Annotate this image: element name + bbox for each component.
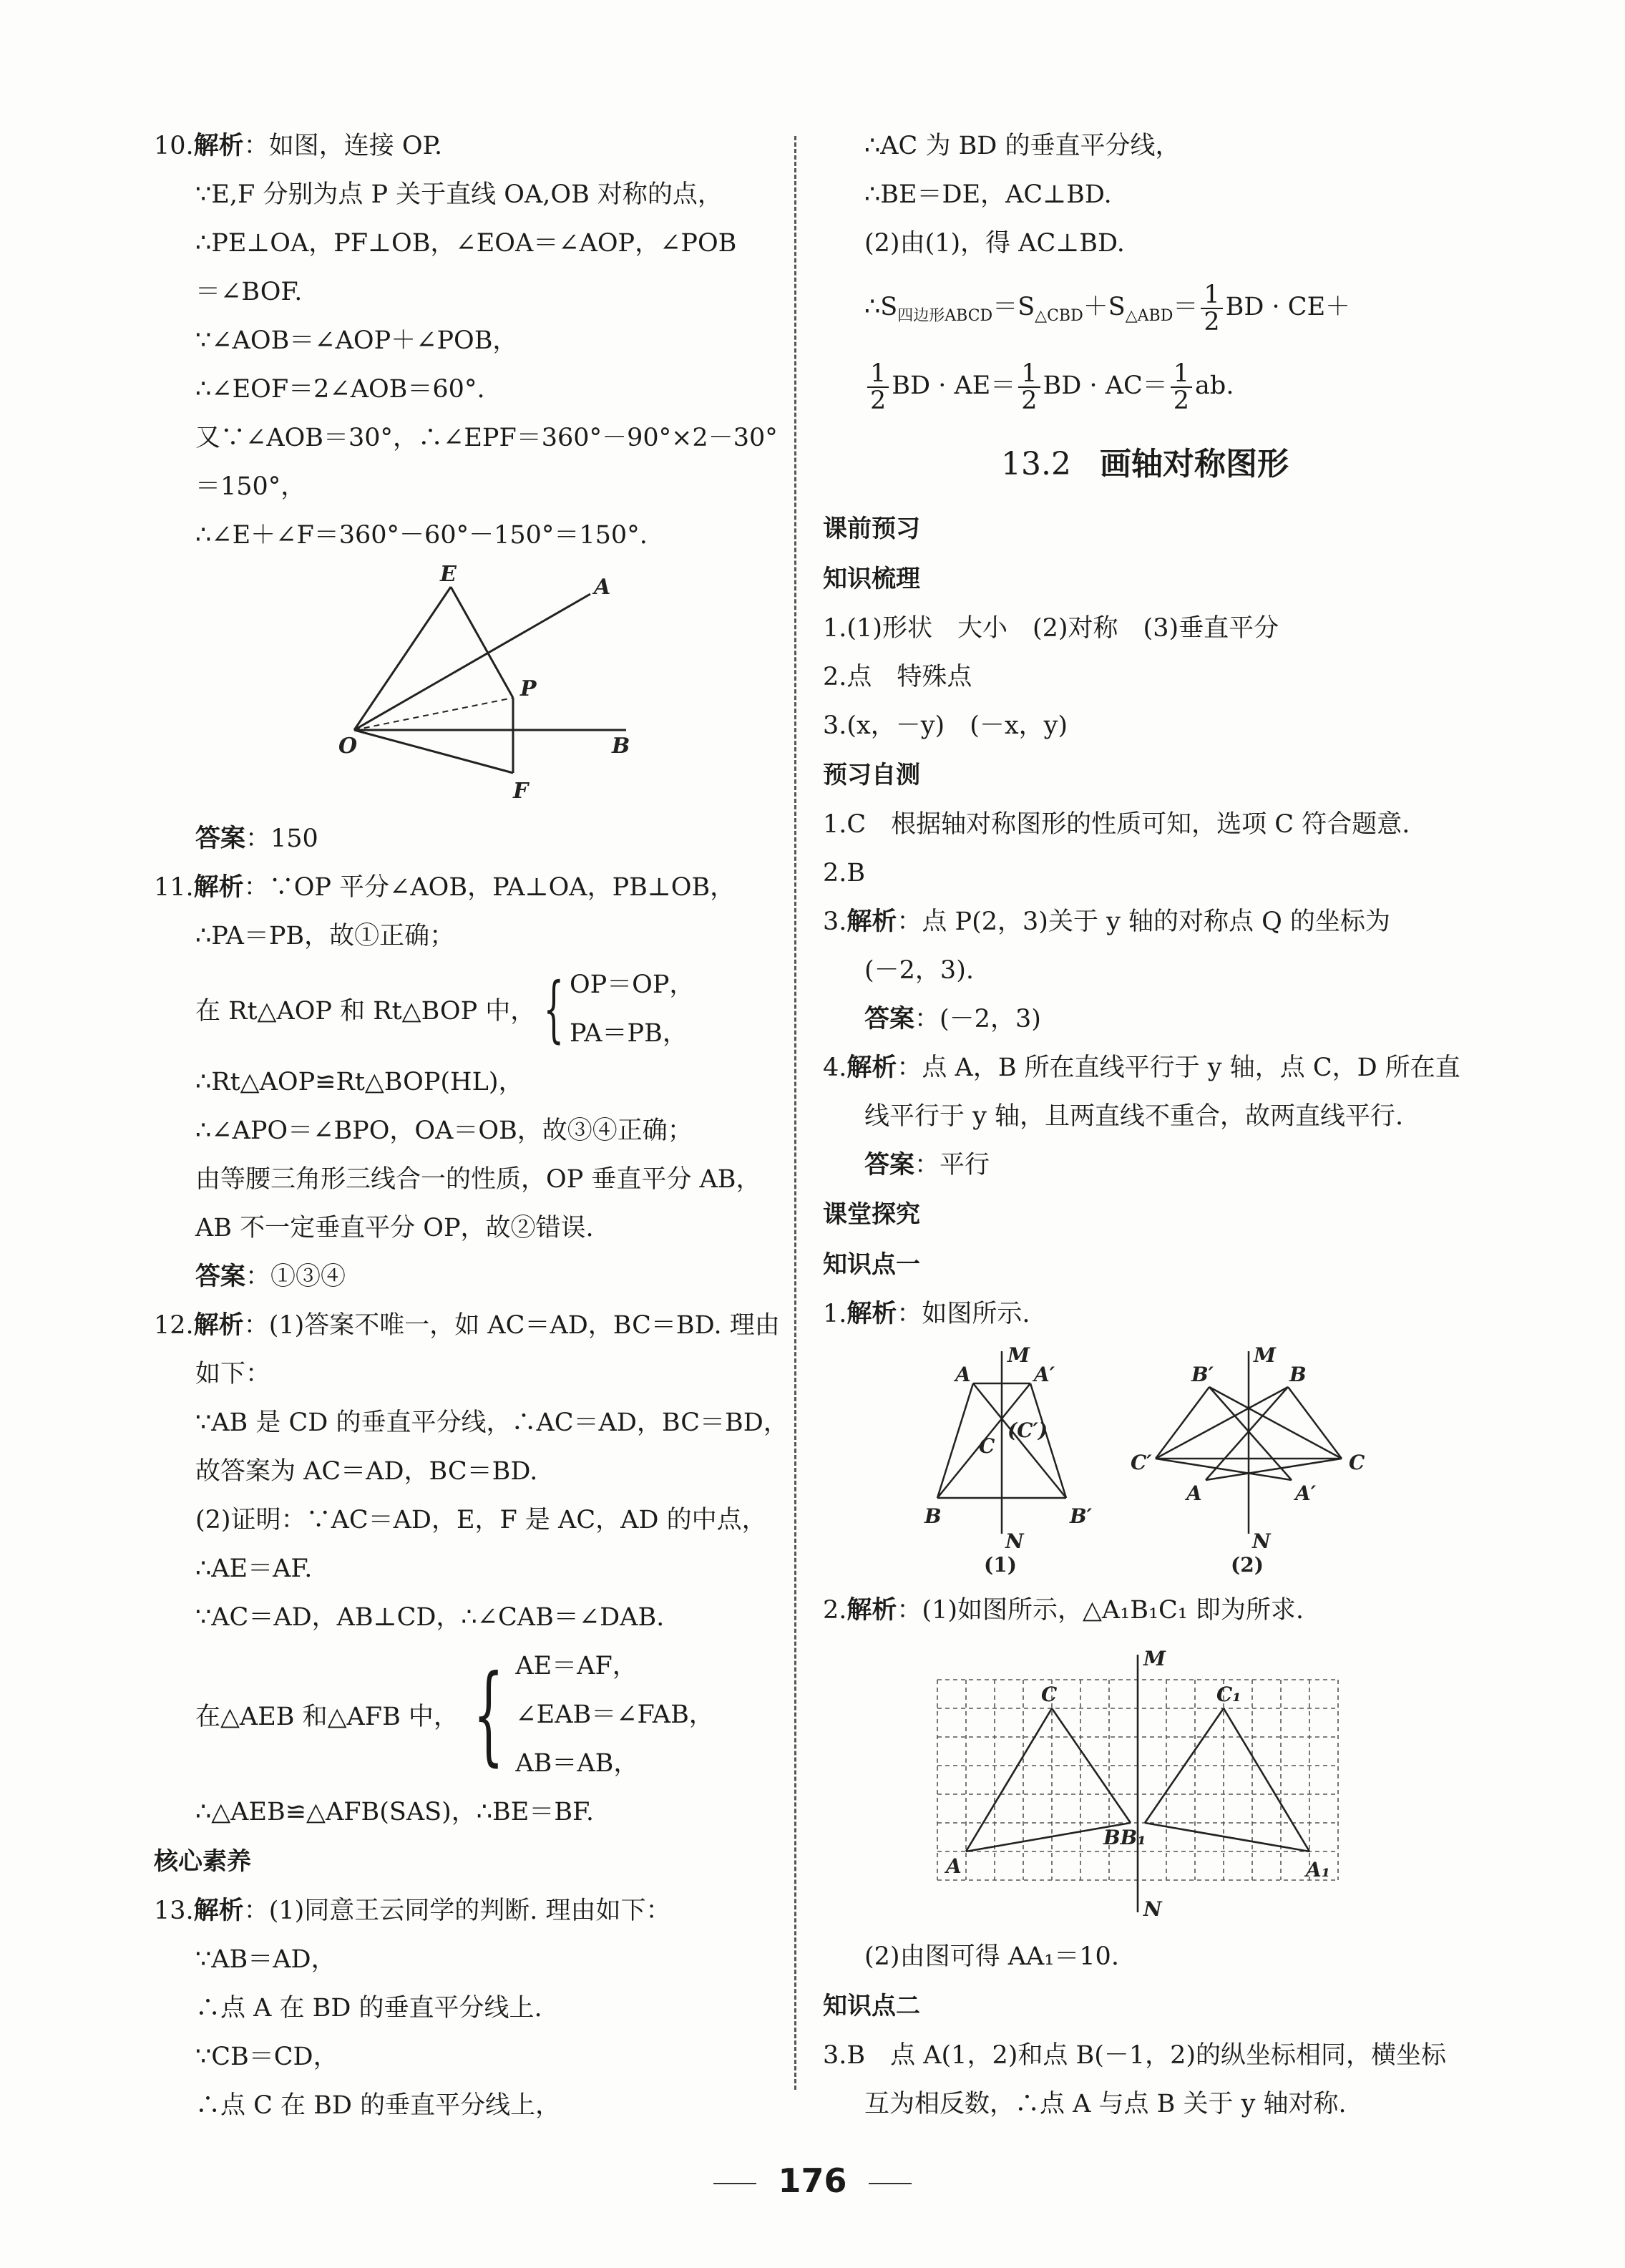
- label-f: F: [513, 779, 529, 804]
- fig1-label-n: N: [1005, 1529, 1024, 1553]
- q10-line-9: ∴∠E＋∠F＝360°－60°－150°＝150°.: [195, 521, 648, 550]
- q10-line-7: 又∵∠AOB＝30°，∴∠EPF＝360°－90°×2－30°: [195, 424, 778, 452]
- section-knowledge: 知识梳理: [823, 565, 920, 593]
- fig2-label-b: B: [1289, 1363, 1307, 1386]
- ray-oa: [354, 594, 590, 730]
- k-line-2: 2.点 特殊点: [823, 663, 972, 691]
- r-area-formula-1: $\therefore S_{四边形ABCD}=S_{\triangle CBD}+S_{\triangle ABD}=$ $\frac{1}{2}$ BD · CE＋: [864, 280, 1351, 336]
- q10-line-4: ＝∠BOF.: [195, 278, 303, 306]
- r-line-3: (2)由(1)，得 AC⊥BD.: [864, 229, 1125, 258]
- grid-label-n: N: [1143, 1897, 1162, 1921]
- fraction-half: $\frac{1}{2}$: [1201, 282, 1222, 335]
- grid-label-a: A: [946, 1854, 962, 1878]
- q11-line-5: ∴∠APO＝∠BPO，OA＝OB，故③④正确；: [195, 1116, 693, 1145]
- seg-ba: [1206, 1387, 1288, 1480]
- r-line-2: ∴BE＝DE，AC⊥BD.: [864, 180, 1112, 209]
- fig1-label-c-prime: (C′): [1007, 1418, 1048, 1442]
- e3-line-2: 互为相反数，∴点 A 与点 B 关于 y 轴对称.: [864, 2090, 1347, 2118]
- fig1-label-b: B: [924, 1504, 942, 1528]
- left-column: [154, 122, 789, 2130]
- fig1-label-a: A: [955, 1363, 971, 1386]
- q12-line-3: ∵AB 是 CD 的垂直平分线，∴AC＝AD，BC＝BD，: [195, 1408, 789, 1437]
- t4-answer: 答案：平行: [864, 1151, 990, 1179]
- brace-icon: {: [543, 967, 565, 1051]
- symmetry-figures: [887, 1344, 1402, 1580]
- t3-line-2: (－2，3).: [864, 956, 974, 985]
- q11-line-1: 11.解析：∵OP 平分∠AOB，PA⊥OA，PB⊥OB，: [154, 873, 736, 902]
- seg-b1a1: [1209, 1387, 1292, 1480]
- k-line-3: 3.(x，－y) (－x，y): [823, 711, 1068, 740]
- section-knowledge-point-1: 知识点一: [823, 1250, 920, 1279]
- q12-line-6: ∴AE＝AF.: [195, 1554, 313, 1583]
- grid-label-a1: A₁: [1306, 1858, 1330, 1882]
- t-line-1: 1.C 根据轴对称图形的性质可知，选项 C 符合题意.: [823, 810, 1410, 839]
- r-line-1: ∴AC 为 BD 的垂直平分线，: [864, 132, 1181, 160]
- seg-ab: [937, 1383, 973, 1498]
- seg-b1c: [1209, 1387, 1342, 1459]
- q13-line-5: ∴点 C 在 BD 的垂直平分线上，: [195, 2091, 561, 2120]
- t3-answer: 答案：(－2，3): [864, 1005, 1041, 1033]
- fraction-half: $\frac{1}{2}$: [867, 361, 889, 414]
- grid-label-c: C: [1041, 1683, 1058, 1706]
- section-preview: 课前预习: [823, 515, 920, 543]
- label-p: P: [520, 676, 537, 701]
- grid-shapes: [966, 1655, 1309, 1912]
- fig1-label-c: C: [979, 1434, 995, 1458]
- section-title: 13.2 画轴对称图形: [1001, 446, 1289, 482]
- q13-line-2: ∵AB＝AD，: [195, 1945, 336, 1974]
- q10-line-5: ∵∠AOB＝∠AOP＋∠POB，: [195, 326, 518, 355]
- fig2-label-c-prime: C′: [1131, 1451, 1152, 1474]
- e2-line-1: 2.解析：(1)如图所示，△A₁B₁C₁ 即为所求.: [823, 1596, 1304, 1625]
- grid-label-bb1: BB₁: [1103, 1826, 1146, 1849]
- q12-line-7: ∵AC＝AD，AB⊥CD，∴∠CAB＝∠DAB.: [195, 1603, 665, 1632]
- q11-line-4: ∴Rt△AOP≌Rt△BOP(HL)，: [195, 1068, 524, 1096]
- k-line-1: 1.(1)形状 大小 (2)对称 (3)垂直平分: [823, 614, 1279, 643]
- section-class-explore: 课堂探究: [823, 1200, 920, 1229]
- brace-icon: {: [473, 1653, 504, 1777]
- q13-line-1: 13.解析：(1)同意王云同学的判断. 理由如下：: [154, 1897, 671, 1925]
- seg-a1b1: [1145, 1823, 1309, 1851]
- figure-2: [1156, 1351, 1342, 1534]
- section-knowledge-point-2: 知识点二: [823, 1992, 920, 2020]
- fig1-label-b-prime: B′: [1070, 1504, 1093, 1528]
- q10-answer: 答案：150: [195, 824, 318, 853]
- q10-figure: [326, 565, 655, 809]
- fig1-label-m: M: [1007, 1344, 1030, 1367]
- q13-line-3: ∴点 A 在 BD 的垂直平分线上.: [195, 1994, 542, 2023]
- r-area-formula-2: $\frac{1}{2}$ BD · AE＝ $\frac{1}{2}$ BD · AC＝ $\frac{1}{2}$ ab.: [823, 346, 1467, 425]
- q12-line-1: 12.解析：(1)答案不唯一，如 AC＝AD，BC＝BD. 理由: [154, 1311, 780, 1340]
- grid-label-c1: C₁: [1216, 1683, 1241, 1706]
- e3-line-1: 3.B 点 A(1，2)和点 B(－1，2)的纵坐标相同，横坐标: [823, 2041, 1447, 2070]
- q10-line-6: ∴∠EOF＝2∠AOB＝60°.: [195, 375, 485, 404]
- section-self-test: 预习自测: [823, 761, 920, 789]
- q12-system: 在△AEB 和△AFB 中， { AE＝AF， ∠EAB＝∠FAB， AB＝AB，: [195, 1652, 714, 1778]
- fraction-half: $\frac{1}{2}$: [1018, 361, 1040, 414]
- label-a: A: [594, 575, 611, 600]
- seg-of: [354, 730, 513, 773]
- seg-ep: [451, 587, 513, 698]
- seg-oe: [354, 587, 451, 730]
- fig2-label-b-prime: B′: [1191, 1363, 1214, 1386]
- page-number: 176: [0, 2161, 1625, 2200]
- label-e: E: [440, 565, 457, 587]
- fig1-label-a-prime: A′: [1034, 1363, 1055, 1386]
- fig2-label-m: M: [1254, 1344, 1276, 1367]
- fig2-caption: (2): [1231, 1553, 1264, 1577]
- t3-line-1: 3.解析：点 P(2，3)关于 y 轴的对称点 Q 的坐标为: [823, 907, 1390, 936]
- right-column: [823, 122, 1467, 2128]
- fig2-label-a-prime: A′: [1295, 1481, 1317, 1505]
- q12-line-5: (2)证明：∵AC＝AD，E，F 是 AC，AD 的中点，: [195, 1506, 767, 1534]
- q12-line-9: ∴△AEB≌△AFB(SAS)，∴BE＝BF.: [195, 1798, 595, 1826]
- column-divider: [794, 136, 796, 2090]
- seg-b1c1: [1156, 1387, 1209, 1459]
- q11-line-7: AB 不一定垂直平分 OP，故②错误.: [195, 1214, 594, 1242]
- fraction-half: $\frac{1}{2}$: [1171, 361, 1192, 414]
- grid-label-m: M: [1143, 1647, 1166, 1670]
- seg-a1c1: [1224, 1708, 1309, 1851]
- fig2-label-a: A: [1186, 1481, 1202, 1505]
- t-line-2: 2.B: [823, 859, 866, 887]
- e2-line-2: (2)由图可得 AA₁＝10.: [864, 1942, 1119, 1971]
- seg-ac: [966, 1708, 1052, 1851]
- fig1-caption: (1): [984, 1553, 1017, 1577]
- fig2-label-n: N: [1252, 1529, 1271, 1553]
- q12-line-2: 如下：: [195, 1360, 271, 1388]
- grid-figure: [916, 1640, 1360, 1927]
- q10-line-3: ∴PE⊥OA，PF⊥OB，∠EOA＝∠AOP，∠POB: [195, 229, 737, 258]
- t4-line-1: 4.解析：点 A，B 所在直线平行于 y 轴，点 C，D 所在直: [823, 1053, 1460, 1082]
- q11-line-6: 由等腰三角形三线合一的性质，OP 垂直平分 AB，: [195, 1165, 761, 1194]
- section-core-literacy: 核心素养: [154, 1847, 251, 1876]
- q10-line-1: 10.解析：如图，连接 OP.: [154, 132, 443, 160]
- fig2-label-c: C: [1349, 1451, 1365, 1474]
- q11-system: 在 Rt△AOP 和 Rt△BOP 中， { OP＝OP， PA＝PB，: [195, 967, 695, 1051]
- q11-line-2: ∴PA＝PB，故①正确；: [195, 922, 455, 950]
- q12-line-4: 故答案为 AC＝AD，BC＝BD.: [195, 1457, 538, 1486]
- q10-line-8: ＝150°，: [195, 472, 306, 501]
- t4-line-2: 线平行于 y 轴，且两直线不重合，故两直线平行.: [864, 1102, 1404, 1131]
- seg-op-dashed: [354, 698, 513, 730]
- q11-answer: 答案：①③④: [195, 1262, 346, 1291]
- e1-line: 1.解析：如图所示.: [823, 1300, 1030, 1328]
- seg-c1b1: [1145, 1708, 1224, 1823]
- q10-line-2: ∵E,F 分别为点 P 关于直线 OA,OB 对称的点，: [195, 180, 723, 209]
- seg-bc: [1288, 1387, 1342, 1459]
- q13-line-4: ∵CB＝CD，: [195, 2043, 338, 2071]
- label-b: B: [612, 734, 630, 759]
- seg-bc1: [1156, 1387, 1288, 1459]
- label-o: O: [338, 734, 358, 759]
